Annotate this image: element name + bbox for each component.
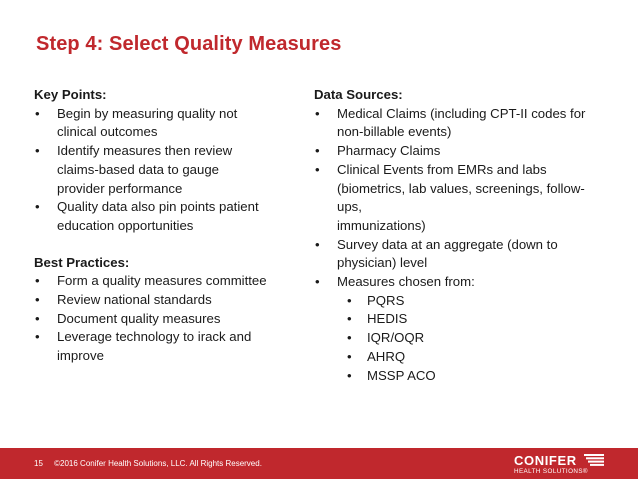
list-item-line: clinical outcomes [57, 124, 158, 140]
bullet-icon: • [35, 292, 40, 308]
left-column [34, 86, 289, 366]
bullet-icon: • [35, 273, 40, 289]
list-item [34, 142, 289, 198]
bullet-icon: • [35, 329, 40, 345]
list-item [34, 198, 289, 235]
list-item-line: claims-based data to gauge [57, 161, 220, 177]
bullet-icon: • [315, 274, 320, 290]
list-item-line: improve [57, 348, 104, 364]
list-item-line: Form a quality measures committee [57, 273, 267, 289]
list-item-line: Review national standards [57, 292, 212, 308]
list-item-line: Pharmacy Claims [337, 143, 441, 159]
list-item-line: provider performance [57, 180, 183, 196]
bullet-icon: • [347, 292, 352, 308]
sublist-item-label: IQR/OQR [367, 330, 425, 346]
sublist-item [314, 292, 604, 311]
page-number: 15 [34, 459, 43, 468]
measures-sublist [314, 292, 604, 386]
sublist-item-label: PQRS [367, 292, 405, 308]
list-item [34, 328, 289, 365]
list-item-line: education opportunities [57, 217, 194, 233]
list-item [314, 161, 604, 236]
list-item-line: Document quality measures [57, 310, 221, 326]
list-item-line: immunizations) [337, 217, 426, 233]
list-item [314, 273, 604, 292]
list-item-line: Leverage technology to irack and [57, 329, 252, 345]
list-item-line: non-billable events) [337, 124, 452, 140]
bullet-icon: • [347, 311, 352, 327]
list-item [34, 272, 289, 291]
list-item [34, 291, 289, 310]
bullet-icon: • [35, 143, 40, 159]
list-item [314, 236, 604, 273]
list-item-line: Quality data also pin points patient [57, 199, 259, 215]
list-item [34, 105, 289, 142]
sublist-item [314, 329, 604, 348]
list-item [34, 310, 289, 329]
bullet-icon: • [347, 348, 352, 364]
sublist-item-label: MSSP ACO [367, 367, 436, 383]
bullet-icon: • [347, 367, 352, 383]
bullet-icon: • [35, 105, 40, 121]
conifer-logo [514, 450, 610, 476]
copyright-text: ©2016 Conifer Health Solutions, LLC. All Rights Reserved. [54, 459, 262, 468]
list-item-line: Survey data at an aggregate (down to [337, 236, 558, 252]
list-item-line: Begin by measuring quality not [57, 105, 238, 121]
bullet-icon: • [315, 236, 320, 252]
bullet-icon: • [315, 143, 320, 159]
footer-text [34, 459, 262, 468]
bullet-icon: • [315, 161, 320, 177]
best-practices-heading: Best Practices: [34, 254, 130, 270]
slide-title: Step 4: Select Quality Measures [36, 33, 342, 55]
sublist-item [314, 367, 604, 386]
sublist-item-label: AHRQ [367, 348, 406, 364]
best-practices-list [34, 272, 289, 366]
right-column [314, 86, 604, 385]
bullet-icon: • [35, 310, 40, 326]
bullet-icon: • [347, 330, 352, 346]
list-item-line: Clinical Events from EMRs and labs [337, 161, 547, 177]
list-item [314, 142, 604, 161]
bullet-icon: • [35, 199, 40, 215]
bullet-icon: • [315, 105, 320, 121]
sublist-item [314, 348, 604, 367]
logo-wordmark: CONIFER [514, 453, 577, 468]
list-item-line: Medical Claims (including CPT-II codes for [337, 105, 586, 121]
key-points-heading: Key Points: [34, 87, 107, 102]
data-sources-heading: Data Sources: [314, 87, 403, 102]
list-item-line: Identify measures then review [57, 143, 233, 159]
logo-tagline: HEALTH SOLUTIONS® [514, 468, 588, 475]
sublist-item-label: HEDIS [367, 311, 408, 327]
data-sources-list [314, 105, 604, 292]
logo-stripes-icon [584, 454, 604, 466]
sublist-item [314, 310, 604, 329]
key-points-list [34, 105, 289, 236]
list-item [314, 105, 604, 142]
list-item-line: physician) level [337, 255, 428, 271]
list-item-line: (biometrics, lab values, screenings, follow-ups, [337, 180, 585, 215]
list-item-line: Measures chosen from: [337, 274, 475, 290]
